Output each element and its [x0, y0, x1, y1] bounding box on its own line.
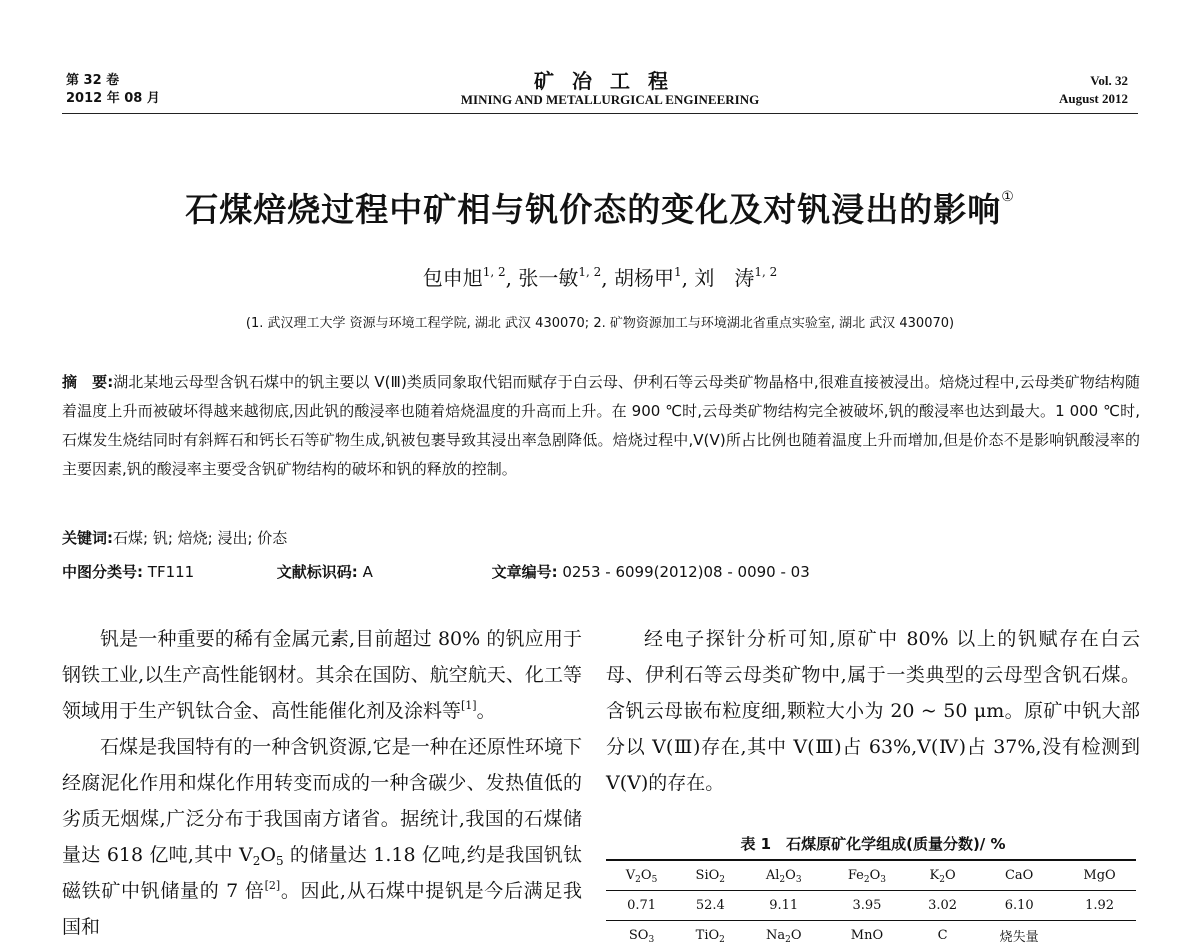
running-header-center: [380, 70, 840, 108]
table-header-cell: MnO: [824, 921, 910, 951]
abstract: [62, 368, 1140, 484]
table-cell: 9.11: [744, 891, 824, 921]
paragraph-text: O: [260, 844, 276, 866]
date-zh: 2012 年 08 月: [66, 91, 160, 106]
citation-ref: [2]: [264, 879, 281, 892]
author-list: 包申旭$^{1, 2}$, 张一敏$^{1, 2}$, 胡杨甲$^1$, 刘 涛$^{1, 2}$: [422, 265, 778, 290]
body-right-column: [606, 621, 1140, 801]
keywords: [62, 527, 287, 548]
abstract-text: 湖北某地云母型含钒石煤中的钒主要以 V(Ⅲ)类质同象取代铝而赋存于白云母、伊利石等云母类矿物晶格中,很难直接被浸出。焙烧过程中,云母类矿物结构随着温度上升而被破坏得越来越彻底,因此钒的酸浸率也随着焙烧温度的升高而上升。在 900 ℃时,云母类矿物结构完全被破坏,钒的酸浸率也达到最大。1 000 ℃时,石煤发生烧结同时有斜辉石和钙长石等矿物生成,钒被包裹导致其浸出率急剧降低。焙烧过程中,V(Ⅴ)所占比例也随着温度上升而增加,但是价态不是影响钒酸浸率的主要因素,钒的酸浸率主要受含钒矿物结构的破坏和钒的释放的控制。: [62, 373, 1140, 478]
table-header-cell: C: [910, 921, 975, 951]
volume-en: Vol. 32: [1090, 73, 1128, 88]
table-cell: 3.95: [824, 891, 910, 921]
author-affil-mark: 1, 2: [482, 265, 506, 279]
keywords-text: 石煤; 钒; 焙烧; 浸出; 价态: [113, 529, 288, 547]
table-header-cell: 烧失量: [975, 921, 1063, 951]
paragraph-text: 的储量达 1.18 亿吨,约是我国钒钛磁铁矿中钒储量的 7 倍: [62, 844, 582, 902]
table-cell: 3.02: [910, 891, 975, 921]
table-header-cell: $Fe_2O_3$: [824, 860, 910, 891]
table-header-cell: $Al_2O_3$: [744, 860, 824, 891]
keywords-label: 关键词:: [62, 529, 113, 547]
paper-title-text: 石煤焙烧过程中矿相与钒价态的变化及对钒浸出的影响: [185, 190, 1002, 229]
table-header-cell: MgO: [1063, 860, 1136, 891]
paragraph-text: 。因此,从石煤中提钒是今后满足我国和: [62, 880, 582, 938]
paragraph-text: 石煤是我国特有的一种含钒资源,它是一种在还原性环境下经腐泥化作用和煤化作用转变而成的一种含碳少、发热值低的劣质无烟煤,广泛分布于我国南方诸省。据统计,我国的石煤储量达 618 亿吨,其中 V: [62, 736, 582, 866]
author-name: 刘 涛: [694, 266, 755, 290]
running-header-right: [1059, 72, 1128, 108]
author-name: 包申旭: [422, 266, 483, 290]
table-header-cell: $K_2O$: [910, 860, 975, 891]
table-header-cell: $V_2O_5$: [606, 860, 677, 891]
running-header-left: [66, 72, 160, 108]
clc-label: 中图分类号:: [62, 563, 143, 581]
table-header-row: [606, 921, 1136, 951]
paper-title: [0, 184, 1200, 231]
doc-code-value: A: [362, 563, 373, 581]
clc-value: TF111: [147, 563, 195, 581]
date-en: August 2012: [1059, 91, 1128, 106]
citation-ref: [1]: [461, 699, 477, 712]
table-header-cell: SiO$_2$: [677, 860, 743, 891]
volume-zh: 第 32 卷: [66, 73, 120, 88]
journal-name-zh: 矿冶工程: [534, 69, 686, 93]
affiliations: (1. 武汉理工大学 资源与环境工程学院, 湖北 武汉 430070; 2. 矿物资源加工与环境湖北省重点实验室, 湖北 武汉 430070): [245, 316, 955, 331]
composition-table: [606, 859, 1136, 950]
subscript: 2: [252, 854, 261, 868]
author-name: 张一敏: [518, 266, 579, 290]
author-affil-mark: 1: [673, 265, 682, 279]
body-paragraph: [62, 729, 582, 945]
table-header-row: [606, 860, 1136, 891]
article-number-value: 0253 - 6099(2012)08 - 0090 - 03: [562, 563, 810, 581]
table-row: [606, 891, 1136, 921]
abstract-label: 摘 要:: [62, 373, 114, 391]
body-paragraph: 经电子探针分析可知,原矿中 80% 以上的钒赋存在白云母、伊利石等云母类矿物中,属于一类典型的云母型含钒石煤。含钒云母嵌布粒度细,颗粒大小为 20 ~ 50 μm。原矿中钒大部分以 V(Ⅲ)存在,其中 V(Ⅲ)占 63%,V(Ⅳ)占 37%,没有检测到 V(Ⅴ)的存在。: [606, 628, 1140, 794]
author-affil-mark: 1, 2: [754, 265, 778, 279]
table-cell: 52.4: [677, 891, 743, 921]
table-header-cell: $SO_3$: [606, 921, 677, 951]
table-caption: 表 1 石煤原矿化学组成(质量分数)/ %: [740, 835, 1006, 853]
table-header-cell: CaO: [975, 860, 1063, 891]
author-name: 胡杨甲: [613, 266, 674, 290]
table-header-cell: [1063, 921, 1136, 951]
table-cell: 1.92: [1063, 891, 1136, 921]
subscript: 5: [275, 854, 284, 868]
header-rule: [62, 113, 1138, 114]
journal-name-en: MINING AND METALLURGICAL ENGINEERING: [460, 92, 760, 107]
paragraph-text: 钒是一种重要的稀有金属元素,目前超过 80% 的钒应用于钢铁工业,以生产高性能钢材。其余在国防、航空航天、化工等领域用于生产钒钛合金、高性能催化剂及涂料等: [62, 628, 582, 722]
doc-code-label: 文献标识码:: [276, 563, 358, 581]
body-paragraph: [62, 621, 582, 729]
article-number-label: 文章编号:: [491, 563, 558, 581]
table-cell: 6.10: [975, 891, 1063, 921]
table-cell: 0.71: [606, 891, 677, 921]
table-header-cell: $Na_2O$: [744, 921, 824, 951]
title-footnote-mark: ①: [1001, 189, 1015, 205]
article-meta: [62, 561, 810, 582]
paragraph-text: 。: [476, 700, 496, 722]
body-left-column: [62, 621, 582, 945]
table-header-cell: TiO$_2$: [677, 921, 743, 951]
author-affil-mark: 1, 2: [578, 265, 602, 279]
